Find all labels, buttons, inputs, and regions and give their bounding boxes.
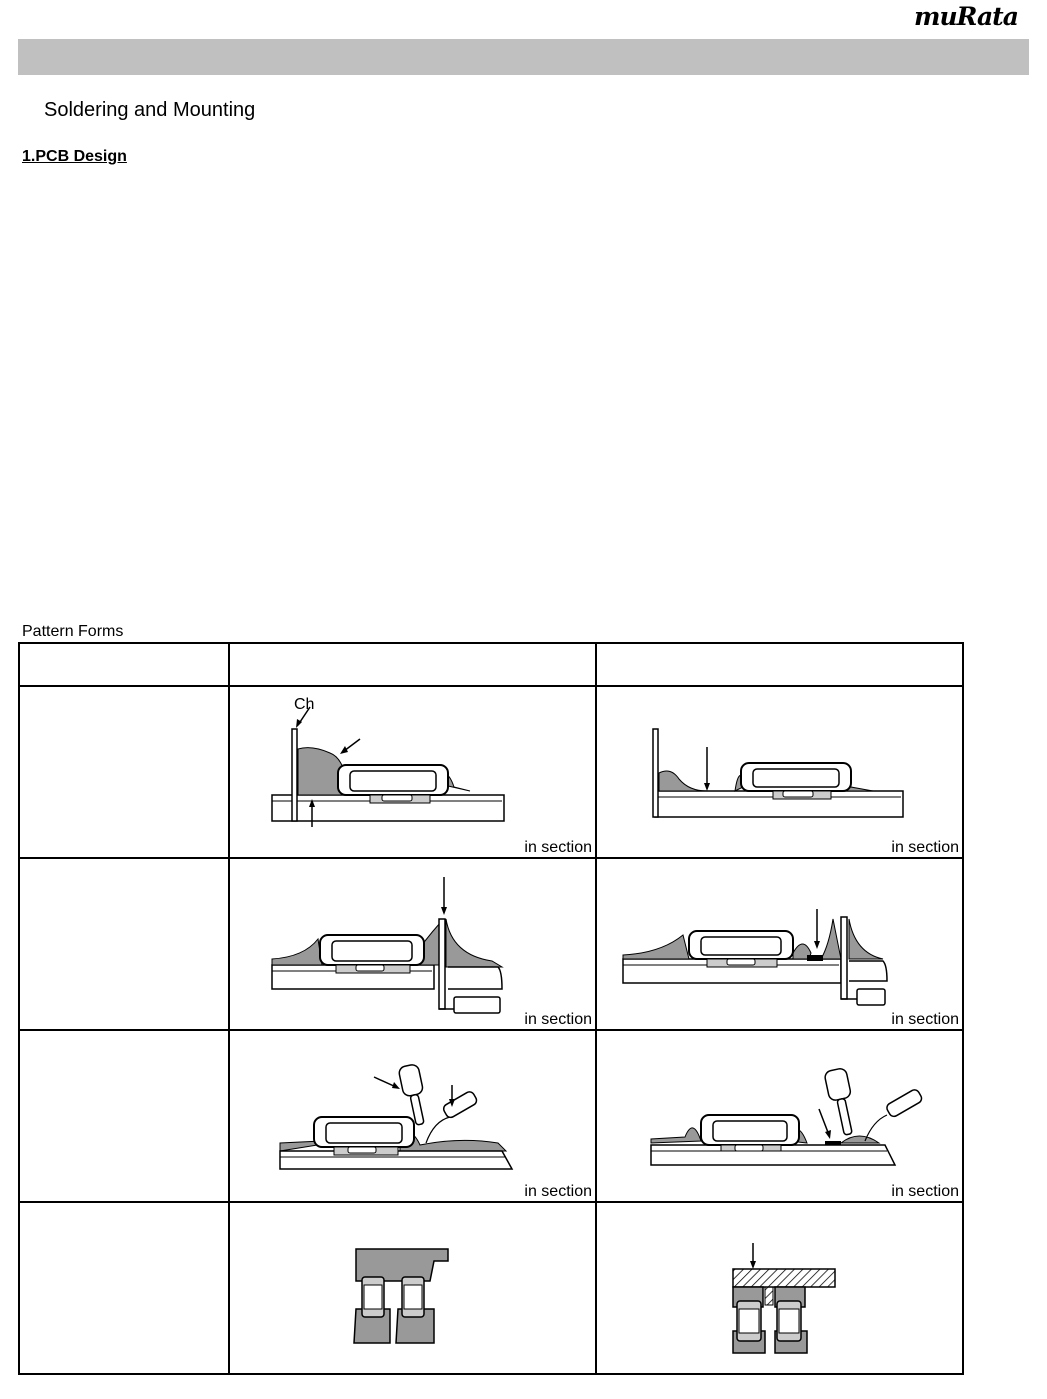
in-section-label: in section	[891, 839, 959, 856]
figure-cell	[596, 858, 963, 1030]
land-pattern-figure-bad	[230, 1203, 597, 1373]
soldering-iron-figure-bad	[230, 1031, 597, 1201]
table-row	[19, 1030, 963, 1202]
figure-cell	[596, 686, 963, 858]
figure-cell	[596, 1030, 963, 1202]
chassis-label: Ch	[294, 696, 315, 713]
figure-cell	[229, 858, 596, 1030]
row-label-cell	[19, 1202, 229, 1374]
chassis-solder-figure-bad	[230, 687, 597, 857]
table-row	[19, 858, 963, 1030]
figure-cell	[229, 1202, 596, 1374]
table-caption: Pattern Forms	[22, 623, 124, 640]
row-label-cell	[19, 858, 229, 1030]
in-section-label: in section	[524, 1183, 592, 1200]
in-section-label: in section	[524, 1011, 592, 1028]
land-pattern-figure-good	[597, 1203, 964, 1373]
figure-cell	[596, 1202, 963, 1374]
soldering-iron-figure-good	[597, 1031, 964, 1201]
chassis-solder-figure-good	[597, 687, 964, 857]
row-label-cell	[19, 1030, 229, 1202]
subsection-heading: 1.PCB Design	[22, 148, 127, 165]
table-row	[19, 1202, 963, 1374]
header-cell	[19, 643, 229, 686]
figure-cell	[229, 686, 596, 858]
row-label-cell	[19, 686, 229, 858]
page-title: Soldering and Mounting	[44, 99, 256, 121]
header-band	[18, 39, 1029, 75]
lead-wire-figure-good	[597, 859, 964, 1029]
header-cell	[596, 643, 963, 686]
table-row	[19, 686, 963, 858]
table-header-row	[19, 643, 963, 686]
lead-wire-figure-bad	[230, 859, 597, 1029]
pattern-forms-table	[18, 642, 964, 1375]
in-section-label: in section	[524, 839, 592, 856]
murata-logo: muRata	[914, 2, 1018, 31]
header-cell	[229, 643, 596, 686]
in-section-label: in section	[891, 1183, 959, 1200]
in-section-label: in section	[891, 1011, 959, 1028]
figure-cell	[229, 1030, 596, 1202]
